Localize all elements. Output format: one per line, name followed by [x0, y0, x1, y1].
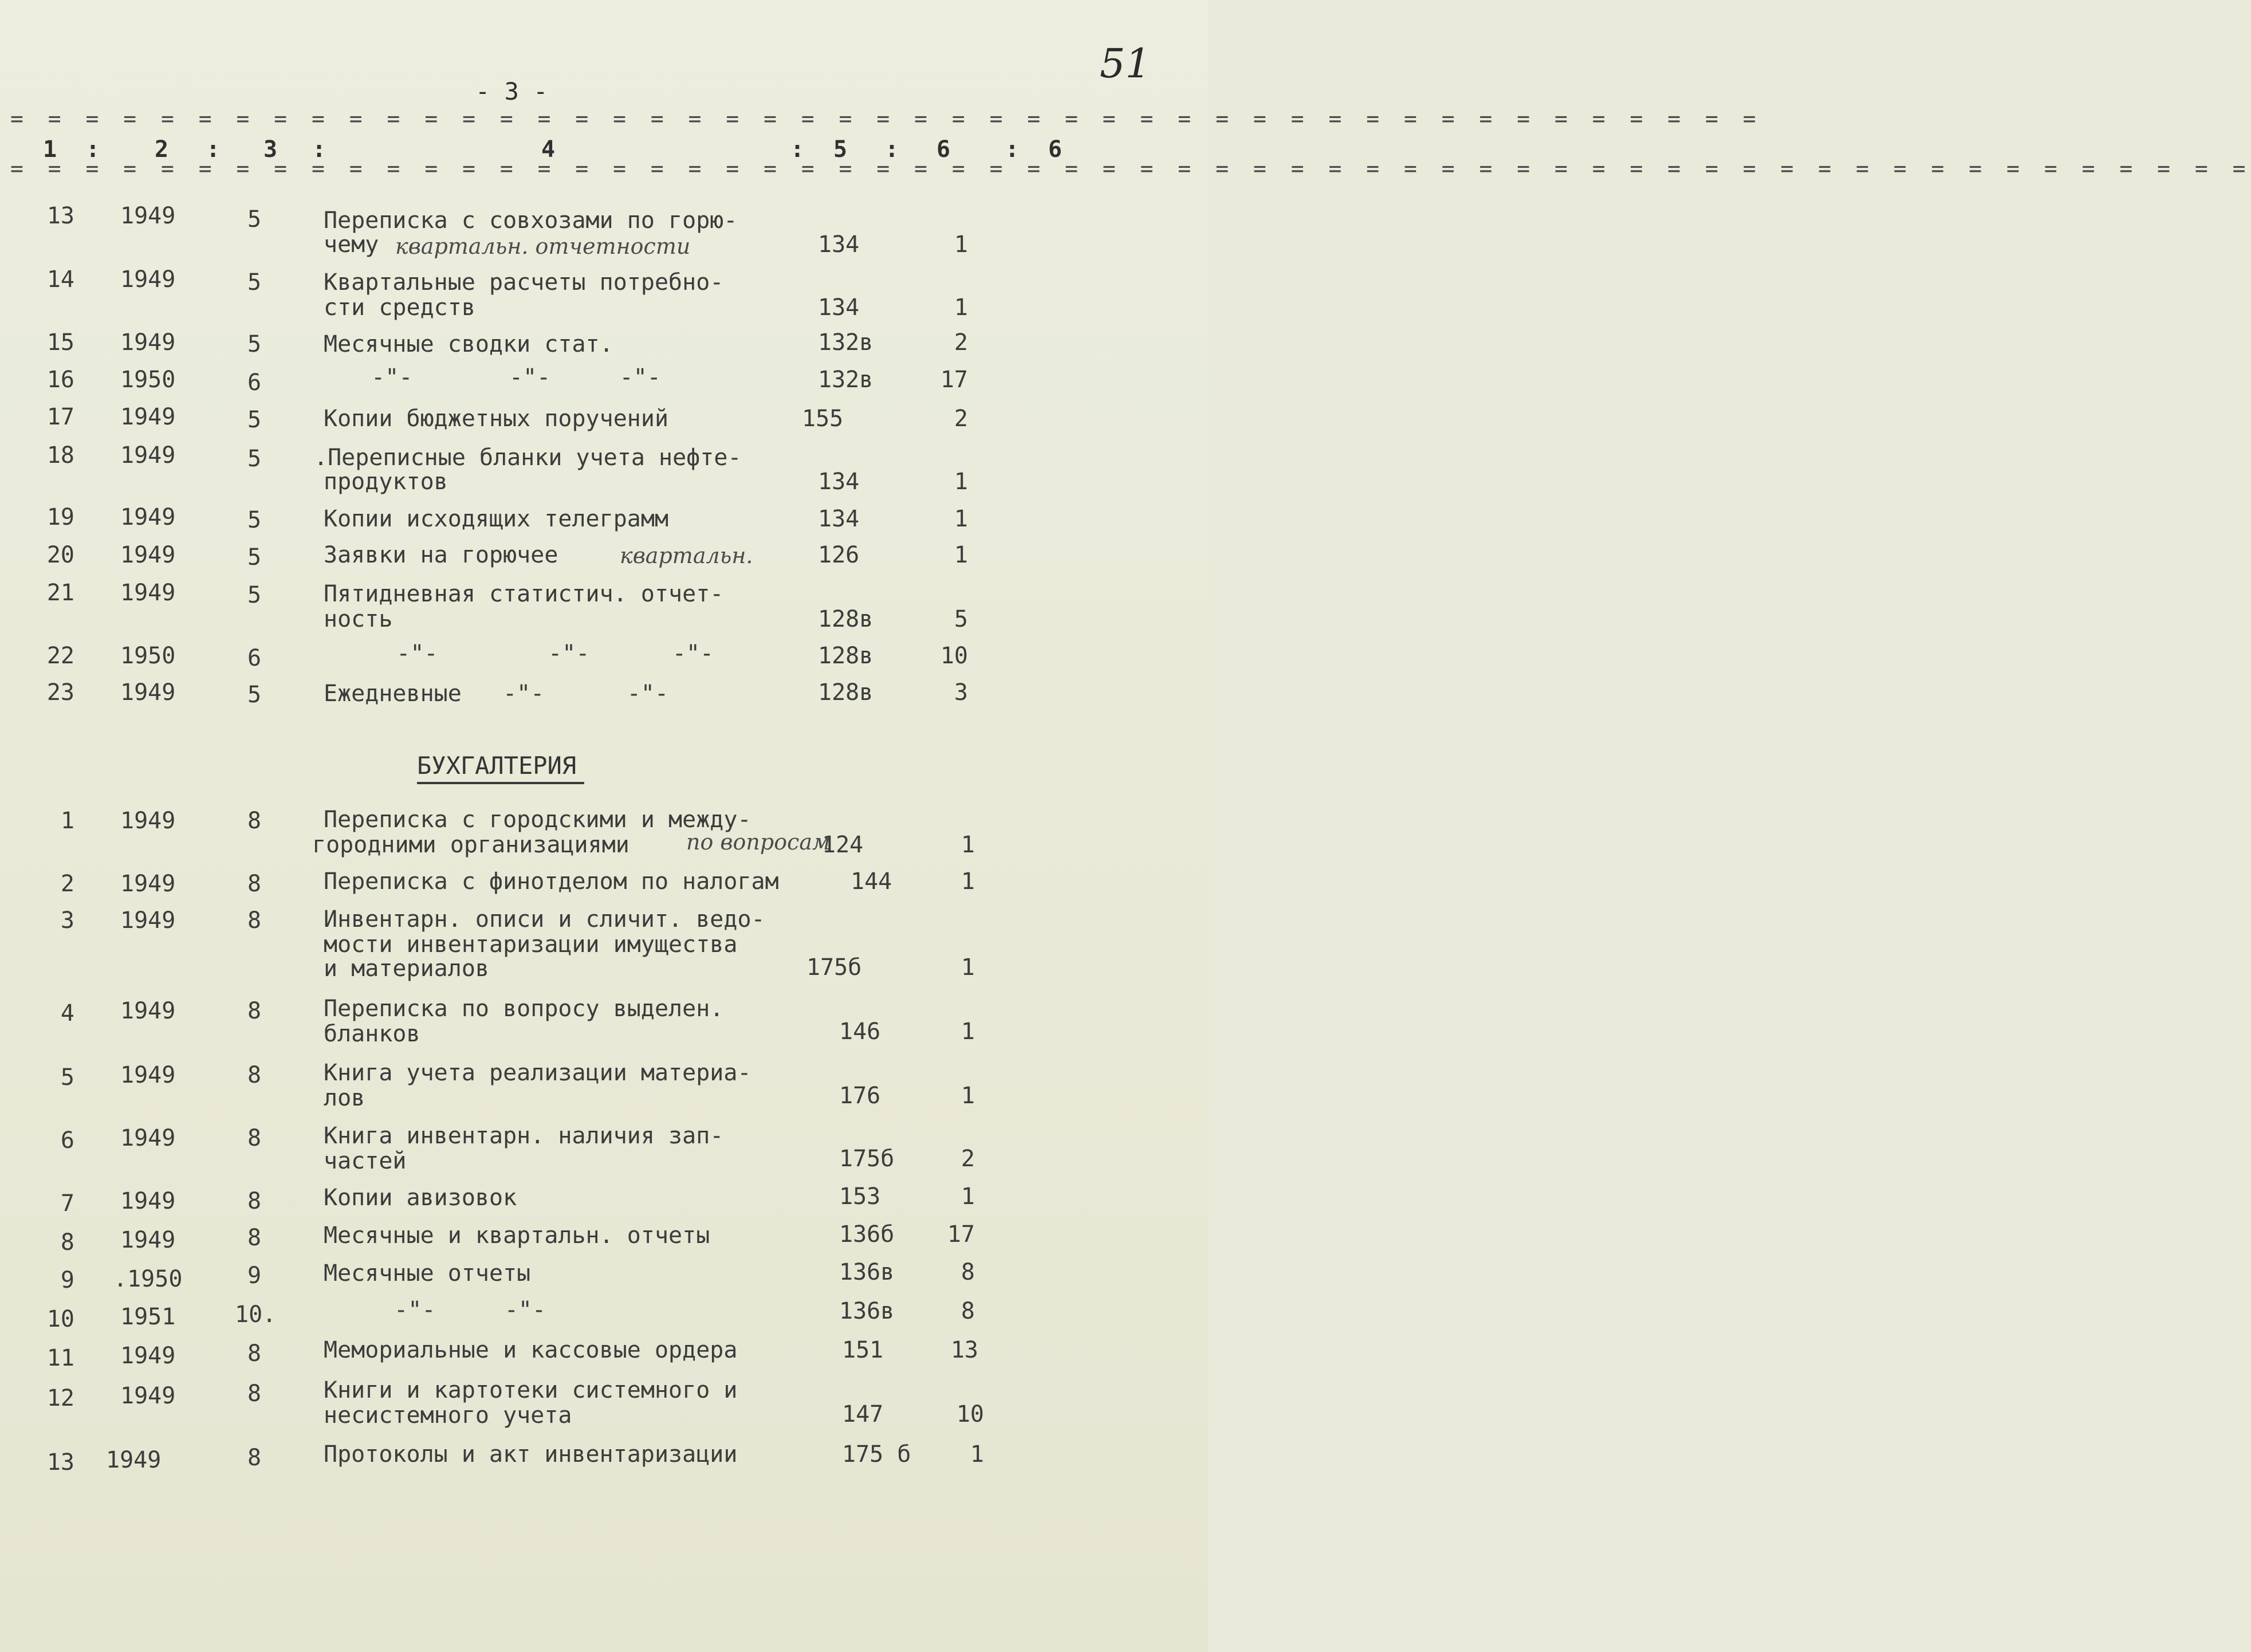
row-year: 1949 — [120, 404, 176, 430]
column-header-1: 1 — [43, 136, 57, 163]
row-col6: 2 — [954, 329, 968, 356]
column-header-6: 6 — [936, 136, 951, 163]
row-number: 16 — [46, 367, 74, 393]
page-number: - 3 - — [475, 77, 548, 105]
column-separator: : — [790, 136, 805, 163]
row-col5: 128в — [818, 606, 873, 632]
row-col5: 134 — [818, 506, 860, 532]
row-number: 11 — [46, 1345, 74, 1371]
row-col3: 8 — [247, 1225, 262, 1251]
row-col3: 5 — [247, 682, 262, 708]
row-col3: 5 — [247, 269, 262, 296]
row-number: 17 — [46, 404, 74, 430]
row-title-line: бланков — [324, 1021, 420, 1047]
row-number: 14 — [46, 266, 74, 293]
row-title-line: частей — [324, 1148, 407, 1174]
row-year: 1949 — [120, 580, 176, 606]
row-col5: 176 — [839, 1083, 881, 1109]
row-year: 1949 — [120, 266, 176, 293]
row-year: 1949 — [120, 679, 176, 706]
row-title-line: Переписка с городскими и между- — [324, 807, 751, 833]
column-separator: : — [1005, 136, 1020, 163]
row-col3: 5 — [247, 507, 262, 533]
row-col5: 147 — [842, 1401, 884, 1427]
row-number: 7 — [60, 1190, 74, 1217]
row-number: 3 — [60, 907, 74, 934]
row-year: 1949 — [120, 329, 176, 356]
row-year: 1949 — [120, 1227, 176, 1253]
row-title-line: ность — [324, 606, 393, 632]
row-title-line: Месячные сводки стат. — [324, 331, 613, 357]
row-col6: 1 — [961, 1083, 975, 1109]
row-title-line: Заявки на горючее — [324, 542, 558, 568]
row-number: 23 — [46, 679, 74, 706]
column-separator: : — [885, 136, 899, 163]
handwritten-annotation: квартальн. — [620, 543, 753, 568]
row-col6: 1 — [961, 954, 975, 981]
row-year: 1949 — [120, 1383, 176, 1409]
row-col6: 2 — [954, 406, 968, 432]
row-title-line: городними организациями — [312, 832, 629, 858]
section-title: БУХГАЛТЕРИЯ — [417, 752, 584, 784]
handwritten-annotation: квартальн. отчетности — [395, 234, 691, 259]
row-title-line: Протоколы и акт инвентаризации — [324, 1441, 738, 1468]
row-title-line: Копии исходящих телеграмм — [324, 506, 669, 532]
row-year: 1949 — [106, 1447, 162, 1473]
row-number: 1 — [60, 808, 74, 834]
row-title-line: Пятидневная статистич. отчет- — [324, 581, 724, 607]
row-col5: 134 — [818, 469, 860, 495]
row-col6: 1 — [954, 294, 968, 321]
row-col3: 8 — [247, 1340, 262, 1367]
row-title-line: и материалов — [324, 955, 489, 982]
row-title-line: чему — [324, 231, 379, 258]
handwritten-annotation: по вопросам — [686, 829, 831, 855]
column-header-3: 3 — [263, 136, 278, 163]
column-header-2: 2 — [155, 136, 169, 163]
row-col6: 2 — [961, 1146, 975, 1172]
row-number: 13 — [46, 1449, 74, 1476]
header-rule-top: = = = = = = = = = = = = = = = = = = = = = = = = = = = = = = = = = = = = = = = = = = = = = = = — [10, 106, 1762, 131]
row-year: 1949 — [120, 1125, 176, 1151]
row-year: 1949 — [120, 1062, 176, 1088]
row-col3: 8 — [247, 907, 262, 934]
row-title-line: Месячные и квартальн. отчеты — [324, 1222, 710, 1249]
row-col6: 3 — [954, 679, 968, 706]
row-year: 1949 — [120, 808, 176, 834]
row-title-line: Ежедневные -"- -"- — [324, 681, 669, 707]
row-title-line: Инвентарн. описи и сличит. ведо- — [324, 906, 765, 933]
row-number: 5 — [60, 1064, 74, 1091]
column-header-7: 6 — [1048, 136, 1062, 163]
row-col6: 5 — [954, 606, 968, 632]
row-col5: 153 — [839, 1183, 881, 1210]
row-title-ditto: -"- -"- — [367, 1297, 546, 1323]
column-header-4: 4 — [541, 136, 556, 163]
row-title-ditto: -"- -"- -"- — [344, 364, 661, 391]
row-title-line: продуктов — [324, 469, 448, 495]
row-col3: 8 — [247, 871, 262, 897]
row-col3: 10. — [235, 1301, 277, 1328]
row-col6: 17 — [947, 1221, 975, 1248]
row-col5: 144 — [851, 868, 892, 895]
row-col3: 5 — [247, 544, 262, 571]
row-year: 1949 — [120, 998, 176, 1024]
row-title-line: Книга инвентарн. наличия зап- — [324, 1123, 724, 1149]
row-year: 1949 — [120, 1343, 176, 1369]
row-number: 6 — [60, 1127, 74, 1154]
row-number: 18 — [46, 442, 74, 469]
column-separator: : — [86, 136, 100, 163]
row-col6: 17 — [940, 367, 968, 393]
row-number: 22 — [46, 643, 74, 669]
row-col5: 136б — [839, 1221, 895, 1248]
row-col3: 5 — [247, 446, 262, 472]
row-col3: 9 — [247, 1262, 262, 1289]
row-col3: 5 — [247, 582, 262, 608]
row-year: 1949 — [120, 871, 176, 897]
row-year: 1949 — [120, 907, 176, 934]
row-col5: 126 — [818, 542, 860, 568]
row-col5: 128в — [818, 643, 873, 669]
row-title-line: сти средств — [324, 294, 475, 321]
row-col3: 6 — [247, 369, 262, 396]
row-title-line: Переписка по вопросу выделен. — [324, 996, 724, 1022]
row-year: 1951 — [120, 1304, 176, 1330]
row-col5: 146 — [839, 1018, 881, 1045]
row-year: 1950 — [120, 367, 176, 393]
row-title-line: мости инвентаризации имущества — [324, 931, 738, 958]
row-col3: 5 — [247, 407, 262, 433]
row-number: 4 — [60, 1000, 74, 1026]
row-col5: 132в — [818, 329, 873, 356]
row-col6: 1 — [954, 542, 968, 568]
row-title-line: Книга учета реализации материа- — [324, 1060, 751, 1086]
row-title-line: несистемного учета — [324, 1402, 572, 1429]
row-year: .1950 — [113, 1266, 183, 1292]
row-col3: 8 — [247, 1445, 262, 1471]
row-col5: 136в — [839, 1298, 895, 1324]
row-col6: 1 — [954, 506, 968, 532]
row-number: 15 — [46, 329, 74, 356]
row-col5: 155 — [802, 406, 844, 432]
row-col6: 8 — [961, 1259, 975, 1285]
row-col6: 13 — [950, 1337, 978, 1363]
header-rule-bottom: = = = = = = = = = = = = = = = = = = = = = = = = = = = = = = = = = = = = = = = = = = = = = = = = = = = = = = = = = = = = — [10, 156, 2251, 181]
row-number: 8 — [60, 1229, 74, 1256]
row-col5: 175 б — [842, 1441, 911, 1468]
row-year: 1949 — [120, 542, 176, 568]
row-number: 21 — [46, 580, 74, 606]
row-year: 1950 — [120, 643, 176, 669]
row-col5: 151 — [842, 1337, 884, 1363]
row-col6: 1 — [954, 469, 968, 495]
row-year: 1949 — [120, 504, 176, 530]
row-col3: 8 — [247, 1380, 262, 1407]
row-title-line: Квартальные расчеты потребно- — [324, 269, 724, 296]
row-col5: 175б — [806, 954, 862, 981]
column-separator: : — [312, 136, 326, 163]
row-col6: 8 — [961, 1298, 975, 1324]
row-number: 2 — [60, 871, 74, 897]
row-number: 20 — [46, 542, 74, 568]
row-col3: 5 — [247, 206, 262, 233]
row-title-line: лов — [324, 1085, 365, 1111]
row-col5: 134 — [818, 231, 860, 258]
row-col5: 132в — [818, 367, 873, 393]
row-number: 10 — [46, 1306, 74, 1332]
row-col6: 10 — [940, 643, 968, 669]
row-number: 19 — [46, 504, 74, 530]
row-col5: 136в — [839, 1259, 895, 1285]
row-title-ditto: -"- -"- -"- — [355, 640, 714, 667]
column-separator: : — [206, 136, 221, 163]
column-header-5: 5 — [833, 136, 848, 163]
row-year: 1949 — [120, 203, 176, 229]
row-col3: 6 — [247, 645, 262, 671]
row-col6: 1 — [970, 1441, 984, 1468]
row-title-line: Переписка с совхозами по горю- — [324, 207, 738, 234]
row-number: 13 — [46, 203, 74, 229]
row-title-line: .Переписные бланки учета нефте- — [314, 445, 742, 471]
row-title-line: Мемориальные и кассовые ордера — [324, 1337, 738, 1363]
row-col6: 1 — [954, 231, 968, 258]
row-col5: 175б — [839, 1146, 895, 1172]
row-col5: 134 — [818, 294, 860, 321]
row-col3: 8 — [247, 998, 262, 1024]
row-col3: 8 — [247, 1062, 262, 1088]
row-year: 1949 — [120, 442, 176, 469]
row-number: 12 — [46, 1385, 74, 1411]
sheet-number: 51 — [1100, 40, 1151, 87]
row-title-line: Месячные отчеты — [324, 1260, 531, 1287]
row-col3: 8 — [247, 1188, 262, 1214]
row-col5: 128в — [818, 679, 873, 706]
row-col3: 8 — [247, 1125, 262, 1151]
row-col6: 1 — [961, 832, 975, 858]
row-col6: 1 — [961, 1018, 975, 1045]
row-col6: 10 — [956, 1401, 984, 1427]
row-title-line: Переписка с финотделом по налогам — [324, 868, 779, 895]
row-col5: 124 — [822, 832, 864, 858]
row-title-line: Книги и картотеки системного и — [324, 1377, 738, 1403]
row-col6: 1 — [961, 868, 975, 895]
row-col3: 8 — [247, 808, 262, 834]
row-title-line: Копии бюджетных поручений — [324, 406, 669, 432]
row-col3: 5 — [247, 331, 262, 357]
row-title-line: Копии авизовок — [324, 1185, 517, 1211]
row-col6: 1 — [961, 1183, 975, 1210]
row-number: 9 — [60, 1267, 74, 1293]
row-year: 1949 — [120, 1188, 176, 1214]
